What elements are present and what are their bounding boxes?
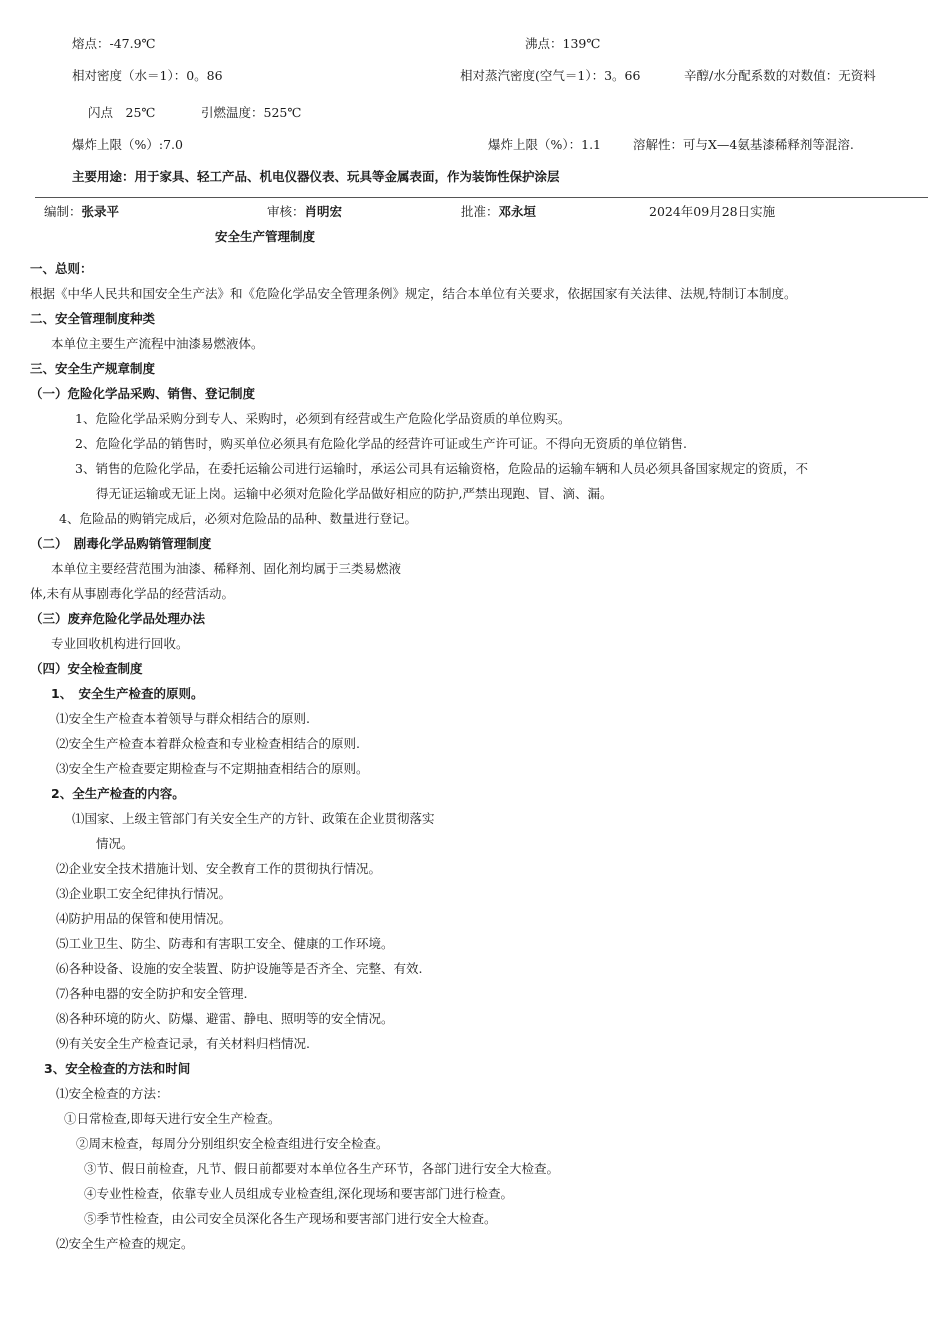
item-heading: 3、安全检查的方法和时间: [44, 1061, 191, 1076]
ignition-temperature: 引燃温度：525℃: [201, 105, 302, 120]
flash-point: 闪点 25℃: [88, 105, 156, 120]
list-item: ⑴国家、上级主管部门有关安全生产的方针、政策在企业贯彻落实: [72, 811, 435, 826]
list-item: ①日常检查,即每天进行安全生产检查。: [64, 1111, 281, 1126]
list-item: ④专业性检查，依靠专业人员组成专业检查组,深化现场和要害部门进行检查。: [84, 1186, 513, 1201]
approver-label: 批准：: [461, 204, 499, 219]
paragraph: 根据《中华人民共和国安全生产法》和《危险化学品安全管理条例》规定，结合本单位有关要求，依据国家有关法律、法规,特制订本制度。: [30, 286, 797, 301]
partition-coefficient: 辛醇/水分配系数的对数值：无资料: [684, 68, 876, 83]
list-item: 4、危险品的购销完成后，必须对危险品的品种、数量进行登记。: [59, 511, 417, 526]
list-item: ⑼有关安全生产检查记录，有关材料归档情况.: [56, 1036, 310, 1051]
melting-point: 熔点：-47.9℃: [72, 36, 156, 51]
list-item: ⑴安全生产检查本着领导与群众相结合的原则.: [56, 711, 310, 726]
reviewer-name: 肖明宏: [304, 204, 343, 219]
list-item: ⑶安全生产检查要定期检查与不定期抽查相结合的原则。: [56, 761, 369, 776]
vapor-density: 相对蒸汽密度(空气＝1）：3。66: [460, 68, 641, 83]
list-item: 1、危险化学品采购分到专人、采购时，必须到有经营或生产危险化学品资质的单位购买。: [75, 411, 571, 426]
paragraph-continuation: 体,未有从事剧毒化学品的经营活动。: [30, 586, 234, 601]
list-item: ⑺各种电器的安全防护和安全管理.: [56, 986, 248, 1001]
list-item-continuation: 情况。: [96, 836, 134, 851]
document-title: 安全生产管理制度: [215, 229, 316, 244]
approver-name: 邓永垣: [498, 204, 537, 219]
item-heading: 2、全生产检查的内容。: [51, 786, 185, 801]
section-heading: 一、总则：: [30, 261, 93, 276]
list-item: ⑤季节性检查，由公司安全员深化各生产现场和要害部门进行安全大检查。: [84, 1211, 497, 1226]
reviewer-label: 审核：: [267, 204, 305, 219]
effective-date: 2024年09月28日实施: [649, 204, 776, 219]
list-item-continuation: 得无证运输或无证上岗。运输中必须对危险化学品做好相应的防护,严禁出现跑、冒、滴、漏。: [96, 486, 613, 501]
editor-label: 编制：: [44, 204, 82, 219]
main-use: 主要用途：用于家具、轻工产品、机电仪器仪表、玩具等金属表面，作为装饰性保护涂层: [72, 169, 560, 184]
list-item: ⑸工业卫生、防尘、防毒和有害职工安全、健康的工作环境。: [56, 936, 394, 951]
paragraph: 专业回收机构进行回收。: [51, 636, 189, 651]
list-item: 2、危险化学品的销售时，购买单位必须具有危险化学品的经营许可证或生产许可证。不得向无资质的单位销售.: [75, 436, 687, 451]
editor: [44, 204, 119, 220]
list-item: ②周末检查，每周分分别组织安全检查组进行安全检查。: [76, 1136, 389, 1151]
list-item: ⑵安全生产检查的规定。: [56, 1236, 194, 1251]
subsection-heading: （二） 剧毒化学品购销管理制度: [30, 536, 212, 551]
subsection-heading: （三）废弃危险化学品处理办法: [30, 611, 206, 626]
solubility: 溶解性：可与X—4氨基漆稀释剂等混溶.: [633, 137, 854, 152]
relative-density: 相对密度（水＝1）：0。86: [72, 68, 223, 83]
list-item: ⑴安全检查的方法：: [56, 1086, 169, 1101]
list-item: ⑵企业安全技术措施计划、安全教育工作的贯彻执行情况。: [56, 861, 382, 876]
paragraph: 本单位主要经营范围为油漆、稀释剂、固化剂均属于三类易燃液: [51, 561, 402, 576]
subsection-heading: （一）危险化学品采购、销售、登记制度: [30, 386, 256, 401]
subsection-heading: （四）安全检查制度: [30, 661, 143, 676]
explosion-upper: 爆炸上限（%）:7.0: [72, 137, 183, 152]
reviewer: [267, 204, 342, 220]
list-item: ⑷防护用品的保管和使用情况。: [56, 911, 232, 926]
explosion-lower: 爆炸上限（%）：1.1: [488, 137, 602, 152]
paragraph: 本单位主要生产流程中油漆易燃液体。: [51, 336, 264, 351]
editor-name: 张录平: [81, 204, 120, 219]
divider-rule: [35, 197, 928, 198]
approver: [461, 204, 536, 220]
list-item: ⑻各种环境的防火、防爆、避雷、静电、照明等的安全情况。: [56, 1011, 394, 1026]
section-heading: 三、安全生产规章制度: [30, 361, 156, 376]
list-item: ⑹各种设备、设施的安全装置、防护设施等是否齐全、完整、有效.: [56, 961, 423, 976]
list-item: 3、销售的危险化学品，在委托运输公司进行运输时，承运公司具有运输资格，危险品的运输车辆和人员必须具备国家规定的资质，不: [75, 461, 808, 476]
section-heading: 二、安全管理制度种类: [30, 311, 156, 326]
list-item: ⑶企业职工安全纪律执行情况。: [56, 886, 232, 901]
boiling-point: 沸点：139℃: [525, 36, 601, 51]
list-item: ⑵安全生产检查本着群众检查和专业检查相结合的原则.: [56, 736, 360, 751]
item-heading: 1、 安全生产检查的原则。: [51, 686, 204, 701]
list-item: ③节、假日前检查，凡节、假日前都要对本单位各生产环节，各部门进行安全大检查。: [84, 1161, 560, 1176]
